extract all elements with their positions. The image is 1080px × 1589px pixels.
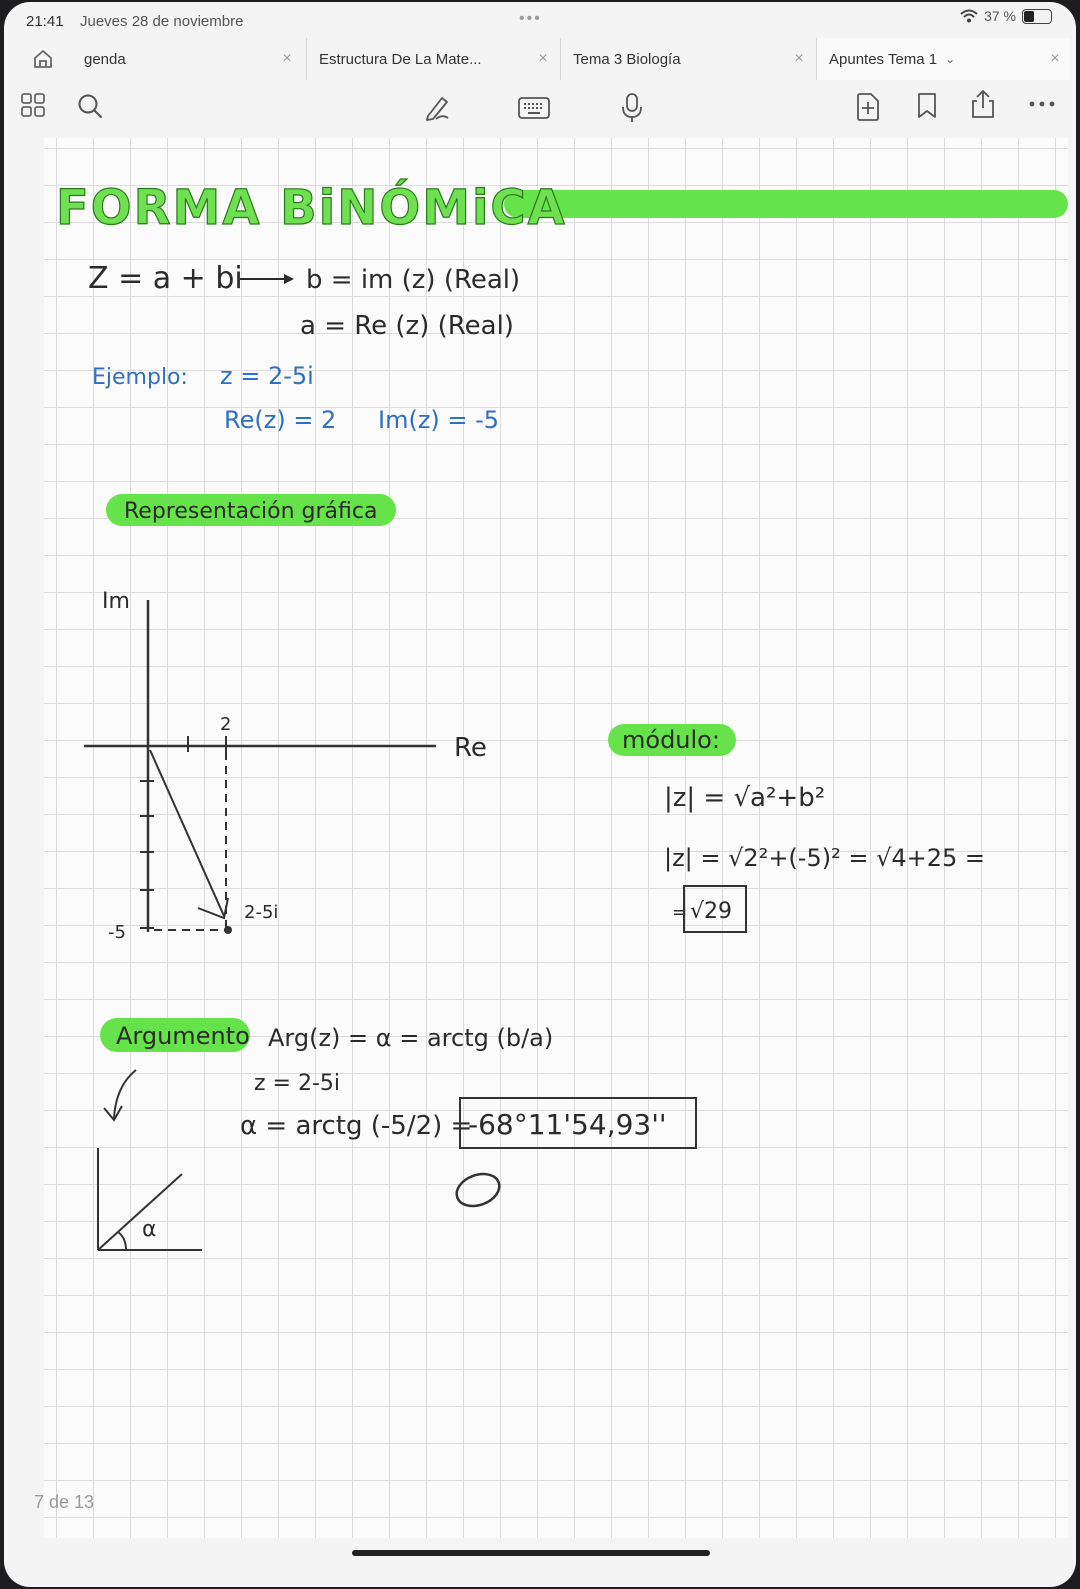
- tick-label-neg5: -5: [108, 922, 126, 943]
- tab-close-button[interactable]: ×: [1050, 50, 1060, 67]
- microphone-icon[interactable]: [620, 92, 644, 124]
- tab-agenda[interactable]: [72, 38, 302, 80]
- tab-close-button[interactable]: ×: [794, 50, 804, 67]
- tab-label: Estructura De La Mate...: [319, 50, 482, 68]
- wifi-icon: [960, 9, 978, 23]
- curved-arrow-head: [104, 1106, 122, 1120]
- home-icon[interactable]: [32, 48, 54, 70]
- axis-re-label: Re: [454, 733, 487, 763]
- keyboard-icon[interactable]: [518, 96, 550, 120]
- tab-label: Apuntes Tema 1: [829, 50, 938, 68]
- definition-line-1-right: b = im (z) (Real): [306, 265, 521, 295]
- home-indicator[interactable]: [352, 1550, 710, 1556]
- toolbar: [4, 84, 1076, 134]
- tab-label: genda: [84, 50, 126, 68]
- battery-icon: [1022, 9, 1052, 24]
- arg-result: -68°11'54,93'': [468, 1108, 667, 1141]
- point-label: 2-5i: [244, 902, 279, 923]
- point-marker: [224, 926, 232, 934]
- page-title: FORMA BiNÓMiCA: [56, 180, 567, 236]
- search-icon[interactable]: [76, 92, 104, 120]
- status-bar: [4, 2, 1076, 36]
- drawn-circle: [452, 1168, 504, 1211]
- example-re: Re(z) = 2: [224, 406, 337, 434]
- share-icon[interactable]: [968, 88, 998, 120]
- tab-biologia[interactable]: [560, 38, 814, 80]
- tab-estructura[interactable]: [306, 38, 558, 80]
- tab-bar: [4, 38, 1076, 80]
- battery-fill: [1024, 11, 1034, 22]
- arg-z: z = 2-5i: [254, 1071, 341, 1096]
- tab-close-button[interactable]: ×: [282, 50, 292, 67]
- modulo-equals: =: [672, 902, 688, 923]
- multitask-dots[interactable]: •••: [519, 10, 542, 27]
- axis-im-label: Im: [102, 589, 130, 614]
- more-icon[interactable]: [1028, 100, 1056, 108]
- add-page-icon[interactable]: [854, 92, 882, 122]
- definition-line-2: a = Re (z) (Real): [300, 311, 514, 341]
- tab-close-button[interactable]: ×: [538, 50, 548, 67]
- graph-heading: Representación gráfica: [124, 499, 378, 524]
- status-date: Jueves 28 de noviembre: [80, 13, 244, 30]
- arg-formula: Arg(z) = α = arctg (b/a): [268, 1024, 554, 1052]
- definition-line-1-left: Z = a + bi: [88, 261, 243, 296]
- vector-line: [150, 750, 224, 916]
- example-im: Im(z) = -5: [378, 406, 500, 434]
- example-z: z = 2-5i: [220, 362, 314, 390]
- chevron-down-icon[interactable]: ⌄: [945, 52, 956, 66]
- angle-arc: [118, 1232, 126, 1250]
- pen-icon[interactable]: [422, 92, 452, 122]
- argumento-heading: Argumento: [116, 1022, 250, 1050]
- modulo-formula: |z| = √a²+b²: [664, 783, 826, 813]
- grid-icon[interactable]: [20, 92, 46, 118]
- tab-label: Tema 3 Biología: [573, 50, 681, 68]
- tick-label-2: 2: [220, 714, 232, 735]
- tablet-screen: [4, 2, 1076, 1587]
- arrow-head: [284, 274, 294, 284]
- arg-calc: α = arctg (-5/2) =: [240, 1111, 473, 1141]
- bookmark-icon[interactable]: [916, 92, 938, 120]
- page-count: 7 de 13: [34, 1492, 95, 1512]
- note-page[interactable]: [44, 138, 1068, 1538]
- status-time: 21:41: [26, 13, 64, 30]
- example-label: Ejemplo:: [92, 365, 188, 390]
- angle-label: α: [142, 1217, 157, 1242]
- angle-ray: [98, 1174, 182, 1250]
- status-indicators: [960, 8, 1052, 24]
- tab-apuntes[interactable]: [816, 38, 1070, 80]
- modulo-heading: módulo:: [622, 726, 720, 754]
- modulo-calc: |z| = √2²+(-5)² = √4+25 =: [664, 844, 986, 872]
- note-canvas[interactable]: [44, 138, 1068, 1538]
- title-highlight: [504, 190, 1068, 218]
- modulo-result: √29: [690, 899, 733, 924]
- curved-arrow: [114, 1070, 136, 1118]
- battery-percent: 37 %: [984, 8, 1016, 24]
